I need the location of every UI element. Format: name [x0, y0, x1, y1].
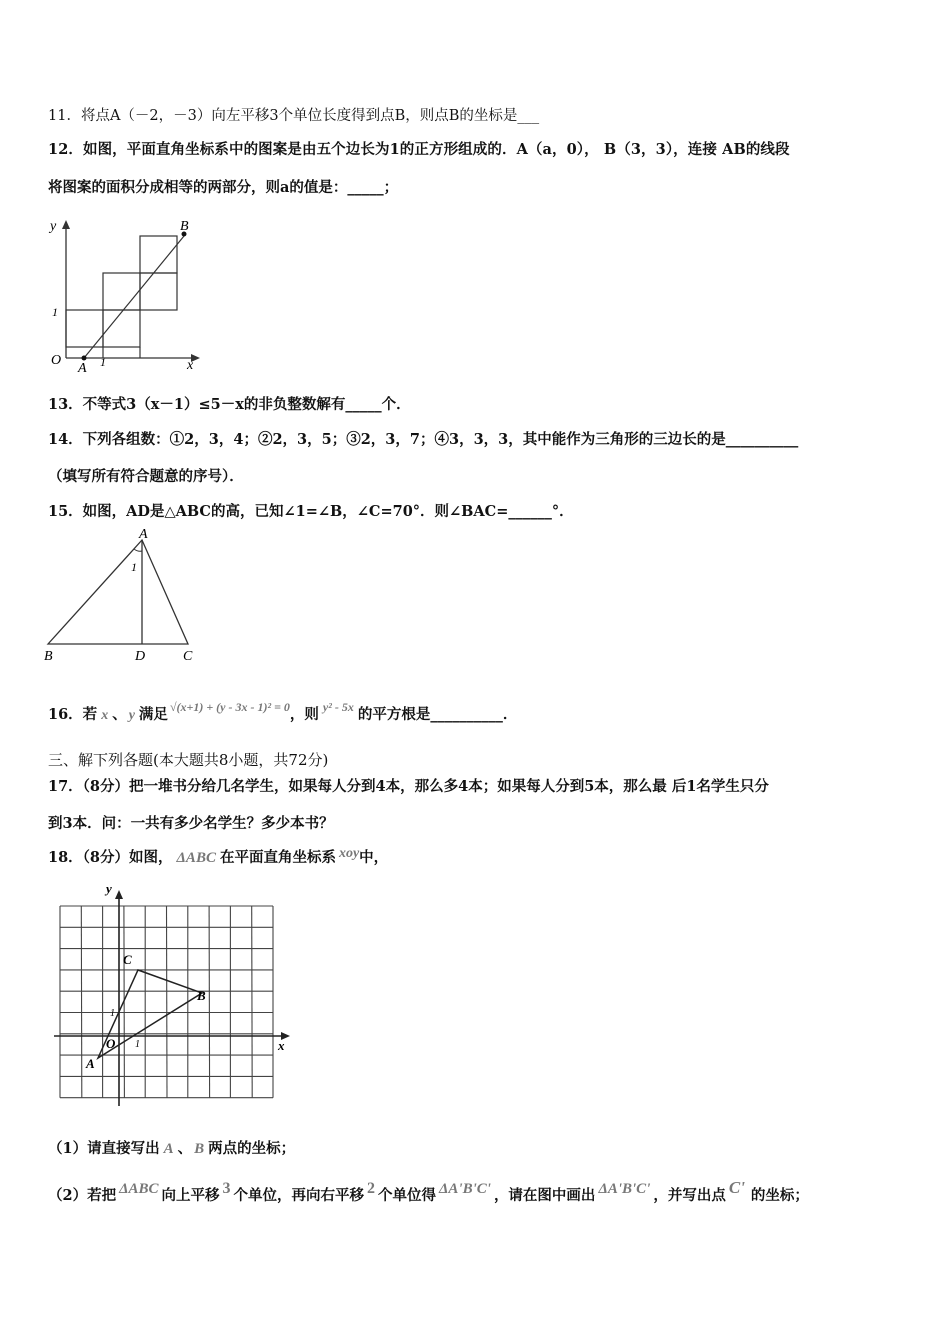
q15-label-d: D [135, 649, 146, 664]
q18-grid-figure [52, 886, 292, 1108]
q18-label-a: A [86, 1056, 95, 1071]
q12-x-label: x [187, 358, 194, 373]
q18-label-c: C [123, 952, 132, 967]
q18-grid-vline [81, 906, 82, 1098]
q12-y-arrow-icon [62, 220, 70, 229]
question-14-line1: 14．下列各组数：①2，3，4；②2，3，5；③2，3，7；④3，3，3，其中能作为三角形的三边长的是__________ [48, 431, 799, 448]
q18-tick-y: 1 [110, 1008, 115, 1019]
q18-label-x: x [278, 1038, 285, 1053]
question-12-line2: 将图案的面积分成相等的两部分，则a的值是：_____； [48, 179, 399, 196]
q12-y-label: y [50, 219, 57, 234]
q15-label-c: C [183, 649, 193, 664]
question-15: 15．如图，AD是△ABC的高，已知∠1=∠B，∠C=70°．则∠BAC=______°． [48, 503, 574, 520]
question-17-line2: 到3本．问：一共有多少名学生？多少本书？ [48, 815, 334, 832]
q12-segment-ab [84, 236, 184, 358]
question-11 [48, 104, 539, 125]
q15-triangle [48, 540, 188, 644]
question-13: 13．不等式3（x－1）≤5－x的非负整数解有_____个． [48, 396, 411, 413]
q12-point-a [82, 356, 87, 361]
q18-tick-x: 1 [135, 1039, 140, 1050]
q12-a-label: A [78, 361, 87, 374]
q18-grid-vline [252, 906, 253, 1098]
q12-tick-x: 1 [100, 355, 106, 369]
q12-origin-label: O [51, 353, 62, 368]
q12-squares [66, 236, 177, 347]
q18-label-b: B [197, 988, 206, 1003]
q12-figure [44, 212, 204, 374]
q18-label-y: y [106, 886, 112, 896]
q18-grid-vline [209, 906, 210, 1098]
section-heading: 三、解下列各题(本大题共8小题，共72分) [48, 751, 329, 769]
q12-b-label: B [180, 219, 189, 234]
q15-label-b: B [44, 649, 53, 664]
q18-y-arrow-icon [115, 890, 123, 899]
q15-label-a: A [139, 527, 148, 542]
q15-figure [40, 524, 210, 666]
question-12-line1: 12．如图，平面直角坐标系中的图案是由五个边长为1的正方形组成的．A（a，0）， B（3，3），连接 AB的线段 [48, 141, 790, 158]
q11-text: 11．将点A（－2，－3）向左平移3个单位长度得到点B，则点B的坐标是___ [48, 108, 540, 124]
q18-label-o: O [106, 1036, 116, 1051]
q16-formula: √(x+1) + (y - 3x - 1)² = 0 [169, 700, 290, 714]
question-17-line1: 17．（8分）把一堆书分给几名学生，如果每人分到4本，那么多4本；如果每人分到5本，那么最 后1名学生只分 [48, 778, 769, 795]
question-16: 16．若 x 、 y 满足 $^{√(x+1) + (y - 3x - 1)^2 = 0}$，则 $^{y^2 - 5x}$ 的平方根是__________． [48, 700, 518, 723]
q12-tick-y: 1 [52, 305, 58, 319]
q15-angle-label: 1 [131, 560, 137, 574]
question-14-line2: （填写所有符合题意的序号）． [48, 468, 244, 485]
question-18: 18．（8分）如图， ΔABC 在平面直角坐标系 xoy中， [48, 846, 389, 866]
question-18-sub2: （2）若把 ΔABC 向上平移 3 个单位，再向右平移 2 个单位得 ΔA'B'C' ，请在图中画出 ΔA'B'C' ，并写出点 C' 的坐标； [48, 1178, 809, 1204]
q18-grid-vline [167, 906, 168, 1098]
question-18-sub1: （1）请直接写出 A 、 B 两点的坐标； [48, 1140, 296, 1157]
q16-expr: y² - 5x [322, 700, 354, 714]
q15-angle-arc [134, 549, 142, 551]
